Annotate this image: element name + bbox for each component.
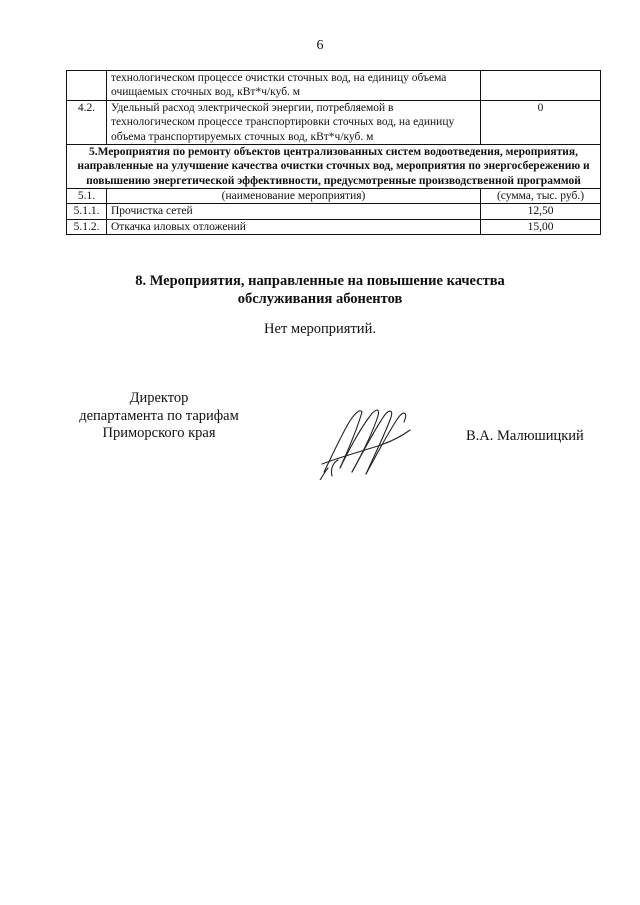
row-number: 4.2. xyxy=(67,100,107,144)
table-row xyxy=(67,204,601,219)
row-description: технологическом процессе очистки сточных вод, на единицу объема очищаемых сточных вод, кВт*ч/куб. м xyxy=(107,71,481,101)
row-number xyxy=(67,71,107,101)
section-heading-line: 8. Мероприятия, направленные на повышение качества xyxy=(135,273,505,289)
table-row xyxy=(67,219,601,234)
row-number: 5.1.1. xyxy=(67,204,107,219)
signer-title-line: Директор xyxy=(129,390,189,406)
handwritten-signature xyxy=(318,402,414,480)
signer-title-line: департамента по тарифам xyxy=(79,407,239,424)
row-description: (наименование мероприятия) xyxy=(107,189,481,204)
row-value: 12,50 xyxy=(481,204,601,219)
row-description: Удельный расход электрической энергии, потребляемой в технологическом процессе транспортировки сточных вод, на единицу объема транспортируемых сточных вод, кВт*ч/куб. м xyxy=(107,100,481,144)
section-title: 5.Мероприятия по ремонту объектов централизованных систем водоотведения, мероприятия, направленные на улучшение качества очистки сточных вод, мероприятия по энергосбережению и повышению энергетической эффективности, предусмотренные производственной программой xyxy=(67,144,601,188)
signer-title xyxy=(66,390,252,443)
section-heading-line: обслуживания абонентов xyxy=(237,291,403,308)
table-row xyxy=(67,71,601,101)
table-row xyxy=(67,100,601,144)
row-value xyxy=(481,71,601,101)
row-value: 15,00 xyxy=(481,219,601,234)
table-row xyxy=(67,189,601,204)
no-measures-text: Нет мероприятий. xyxy=(264,321,376,337)
row-number: 5.1.2. xyxy=(67,219,107,234)
row-description: Откачка иловых отложений xyxy=(107,219,481,234)
signer-name: В.А. Малюшицкий xyxy=(466,428,584,444)
row-value: (сумма, тыс. руб.) xyxy=(481,189,601,204)
row-number: 5.1. xyxy=(67,189,107,204)
row-value: 0 xyxy=(481,100,601,144)
section-header-row xyxy=(67,144,601,188)
section-heading xyxy=(0,272,640,308)
measures-table xyxy=(66,70,601,235)
signer-title-line: Приморского края xyxy=(102,425,216,442)
row-description: Прочистка сетей xyxy=(107,204,481,219)
page-number: 6 xyxy=(316,38,324,53)
